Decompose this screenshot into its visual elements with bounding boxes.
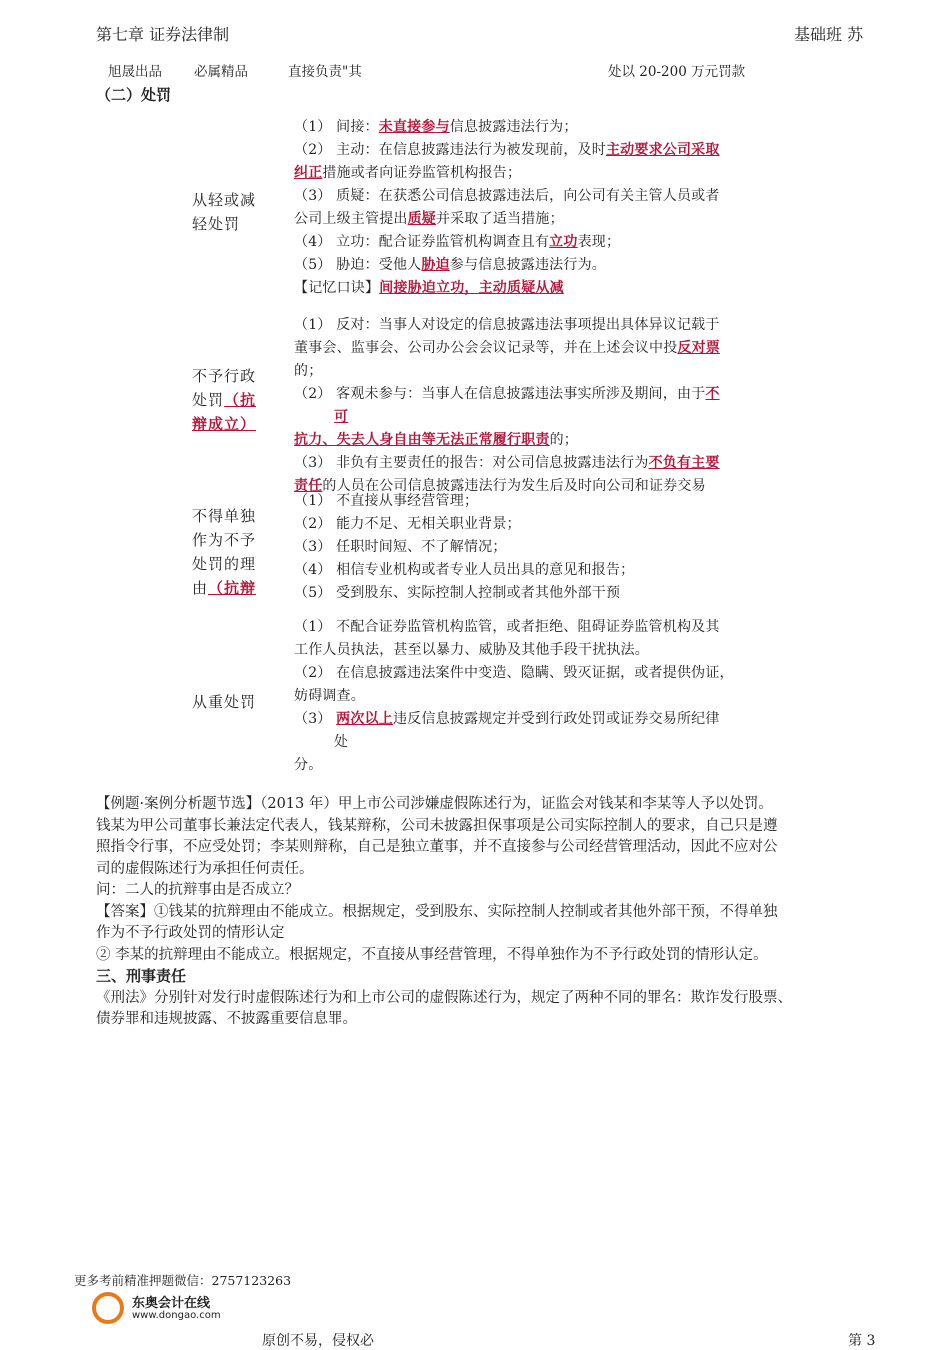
example-line: 问：二人的抗辩事由是否成立？ [96,882,299,898]
logo-url: www.dongao.com [132,1310,221,1321]
page-header [96,18,886,44]
section-line: 债券罪和违规披露、不披露重要信息罪。 [96,1011,357,1027]
highlight-text: 胁迫 [421,257,450,273]
example-line: ② 李某的抗辩理由不能成立。根据规定，不直接从事经营管理，不得单独作为不予行政处罚的情形认定。 [96,946,768,963]
content-text: 并采取了适当措施； [436,211,564,227]
brand-logo [92,1290,252,1330]
highlight-text: 责任 [294,478,323,494]
class-name: 基础班 苏 [794,25,864,44]
highlight-text: 不负有主要 [648,455,720,471]
content-text: （3） [294,711,337,727]
label-highlight: （抗辩 [208,579,257,597]
content-line [294,383,720,406]
highlight-text: 不 [705,386,720,402]
content-text: （1） 不直接从事经营管理； [294,493,479,509]
content-line [294,162,720,185]
highlight-text: 立功 [549,234,578,250]
highlight-text: 两次以上 [336,711,393,727]
logo-mark-icon [92,1292,124,1324]
content-text: （4） 立功：配合证券监管机构调查且有 [294,234,550,250]
content-text: （3） 质疑：在获悉公司信息披露违法后，向公司有关主管人员或者 [294,188,720,204]
example-case [96,794,906,966]
example-line: 照指令行事，不应受处罚；李某则辩称，自己是独立董事，并不直接参与公司经营管理活动，因此不应对公 [96,839,778,855]
section-line: 《刑法》分别针对发行时虚假陈述行为和上市公司的虚假陈述行为，规定了两种不同的罪名：欺诈发行股票、 [96,989,792,1006]
content-text: （5） 胁迫：受他人 [294,257,422,273]
content-text: （2） 在信息披露违法案件中变造、隐瞒、毁灭证据，或者提供伪证， [294,665,734,681]
content-text: （3） 任职时间短、不了解情况； [294,539,507,555]
content-line [294,685,734,708]
content-text: 【记忆口诀】 [294,280,380,296]
content-text: （3） 非负有主要责任的报告：对公司信息披露违法行为 [294,455,649,471]
highlight-text: 间接胁迫立功，主动质疑从减 [379,280,564,296]
row-label-no-penalty: 不予行政处罚（抗辩成立） [192,367,257,433]
content-line [294,185,720,208]
content-text: 参与信息披露违法行为。 [449,257,606,273]
content-line [294,754,734,777]
highlight-text: 可 [334,409,349,425]
content-line [294,208,720,231]
content-line [294,277,720,300]
content-line [294,452,720,475]
content-line [294,559,634,582]
header-nav [108,60,828,80]
content-text: 信息披露违法行为； [449,119,578,135]
row-content-not-sole-reason [294,490,634,605]
section-heading-criminal: 三、刑事责任 [96,967,187,985]
nav-item: 必属精品 [194,64,248,80]
content-line [294,314,720,337]
content-text: 董事会、监事会、公司办公会会议记录等，并在上述会议中投 [294,340,678,356]
row-content-mitigate [294,116,720,300]
content-text: 的； [294,363,323,379]
example-line: 【答案】①钱某的抗辩理由不能成立。根据规定，受到股东、实际控制人控制或者其他外部干预，不得单独 [96,903,778,920]
content-text: 措施或者向证券监管机构报告； [322,165,522,181]
highlight-text: 质疑 [407,211,437,227]
wechat-promo: 更多考前精准押题微信：2757123263 [74,1273,292,1288]
section-heading: （二）处罚 [96,86,172,104]
content-text: 分。 [294,757,323,773]
content-text: （1） 不配合证券监管机构监管，或者拒绝、阻碍证券监管机构及其 [294,619,720,635]
content-line [294,231,720,254]
highlight-text: 纠正 [294,165,323,181]
copyright-notice: 原创不易，侵权必 [262,1333,374,1349]
nav-item: 旭晟出品 [108,64,162,80]
content-line [294,360,720,383]
section-criminal [96,966,906,1031]
content-line [294,139,720,162]
content-text: 表现； [577,234,621,250]
content-text: 工作人员执法，甚至以暴力、威胁及其他手段干扰执法。 [294,642,649,658]
row-content-no-penalty [294,314,721,494]
content-text: （1） 反对：当事人对设定的信息披露违法事项提出具体异议记载于 [294,317,720,333]
example-line: 【例题·案例分析题节选】（2013 年）甲上市公司涉嫌虚假陈述行为，证监会对钱某和李某等人予以处罚。 [96,796,773,812]
content-text: （2） 客观未参与：当事人在信息披露违法事实所涉及期间，由于 [294,386,706,402]
content-line [294,116,720,139]
content-line [294,616,734,639]
content-text: 的； [549,432,579,448]
content-line [294,429,720,452]
label-highlight: （抗辩成立） [192,391,257,433]
content-text: 妨碍调查。 [294,688,365,704]
highlight-text: 抗力、失去人身自由等无法正常履行职责 [294,432,550,448]
content-text: 违反信息披露规定并受到行政处罚或证券交易所纪律 [392,711,720,727]
content-line [294,731,734,754]
content-text: （4） 相信专业机构或者专业人员出具的意见和报告； [294,562,635,578]
page-number: 第 3 [848,1333,876,1349]
row-label-not-sole-reason: 不得单独作为不予处罚的理由（抗辩 [192,507,257,597]
row-label-mitigate: 从轻或减轻处罚 [192,191,257,233]
example-line: 司的虚假陈述行为承担任何责任。 [96,860,314,877]
highlight-text: 主动要求公司采取 [605,142,720,158]
example-line: 钱某为甲公司董事长兼法定代表人，钱某辩称，公司未披露担保事项是公司实际控制人的要求，自己只是遵 [96,817,778,834]
content-line [294,337,720,360]
highlight-text: 未直接参与 [378,119,450,135]
content-text: （2） 能力不足、无相关职业背景； [294,516,521,532]
example-line: 作为不予行政处罚的情形认定 [96,925,285,941]
content-text: （5） 受到股东、实际控制人控制或者其他外部干预 [294,585,621,601]
content-text: 公司上级主管提出 [294,211,408,227]
content-text: 的人员在公司信息披露违法行为发生后及时向公司和证券交易 [322,478,706,494]
content-text: （2） 主动：在信息披露违法行为被发现前，及时 [294,142,606,158]
content-line [294,708,734,731]
content-line [294,582,634,605]
nav-item: 处以 20-200 万元罚款 [608,64,746,80]
content-line [294,639,734,662]
content-line [294,513,634,536]
nav-item: 直接负责"其 [288,64,362,80]
content-line [294,662,734,685]
logo-name: 东奥会计在线 [132,1296,211,1311]
content-line [294,254,720,277]
row-content-aggravate [294,616,734,777]
chapter-title: 第七章 证券法律制 [96,25,230,44]
row-label-aggravate: 从重处罚 [192,693,257,711]
content-line [294,406,720,429]
content-line [294,536,634,559]
content-text: （1） 间接： [294,119,379,135]
content-text: 处 [334,734,349,750]
content-line [294,490,634,513]
highlight-text: 反对票 [677,340,721,356]
